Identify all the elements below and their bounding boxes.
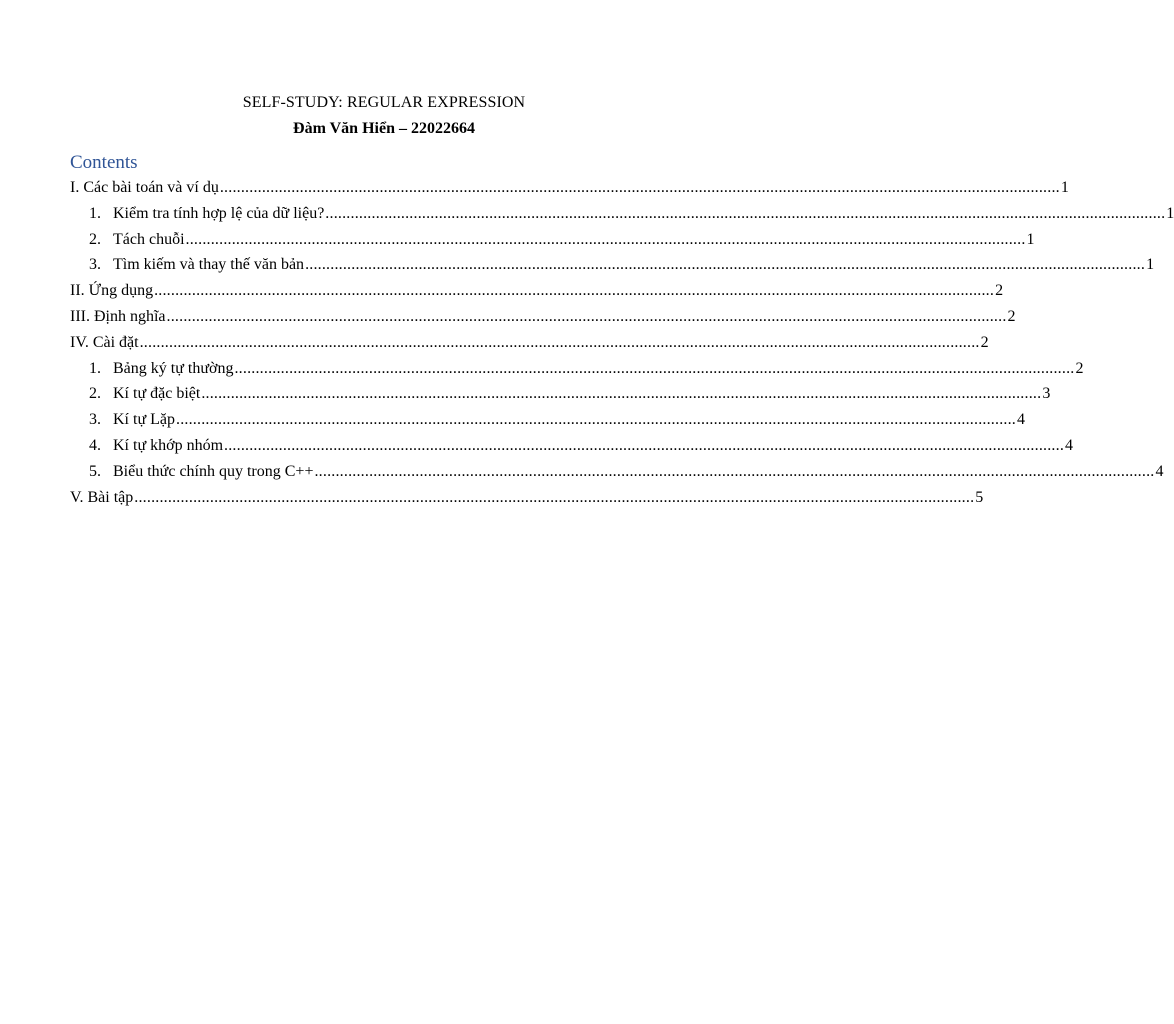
toc-entry-number: 3. bbox=[89, 411, 101, 429]
toc-entry-text: Biểu thức chính quy trong C++ bbox=[113, 462, 314, 480]
toc-entry[interactable] bbox=[70, 252, 1155, 278]
toc-entry-text: Kí tự khớp nhóm bbox=[113, 436, 224, 454]
toc-entry-page: 5 bbox=[975, 488, 984, 506]
table-of-contents bbox=[70, 175, 1174, 510]
toc-entry-number: 2. bbox=[89, 230, 101, 248]
toc-entry[interactable] bbox=[70, 227, 1035, 253]
toc-entry[interactable] bbox=[70, 407, 1025, 433]
toc-entry-text: IV. Cài đặt bbox=[70, 333, 139, 351]
toc-entry-page: 2 bbox=[1007, 307, 1016, 325]
toc-entry-page: 4 bbox=[1017, 411, 1025, 429]
author-line: Đàm Văn Hiển – 22022664 bbox=[293, 120, 475, 137]
toc-leader-dots: ........................................................................................................................................................................................................ bbox=[176, 411, 1016, 429]
toc-entry[interactable] bbox=[70, 330, 989, 356]
toc-entry-page: 4 bbox=[1155, 462, 1164, 480]
toc-entry-number: 5. bbox=[89, 462, 101, 480]
toc-entry-page: 1 bbox=[1166, 204, 1174, 222]
toc-leader-dots: ........................................................................................................................................................................................................ bbox=[185, 230, 1026, 248]
toc-leader-dots: ........................................................................................................................................................................................................ bbox=[166, 307, 1007, 325]
toc-leader-dots: ........................................................................................................................................................................................................ bbox=[139, 333, 980, 351]
toc-entry-page: 2 bbox=[980, 333, 989, 351]
toc-entry[interactable] bbox=[70, 485, 984, 511]
toc-entry[interactable] bbox=[70, 278, 1004, 304]
toc-entry-text: II. Ứng dụng bbox=[70, 282, 154, 300]
toc-entry-page: 1 bbox=[1060, 179, 1069, 196]
toc-leader-dots: ........................................................................................................................................................................................................ bbox=[234, 359, 1075, 377]
toc-entry-page: 1 bbox=[1026, 230, 1035, 248]
toc-entry[interactable] bbox=[70, 356, 1084, 382]
toc-heading: Contents bbox=[70, 152, 138, 173]
toc-leader-dots: ........................................................................................................................................................................................................ bbox=[201, 385, 1042, 403]
toc-leader-dots: ........................................................................................................................................................................................................ bbox=[224, 436, 1065, 454]
toc-entry[interactable] bbox=[70, 201, 1174, 227]
toc-entry-page: 1 bbox=[1146, 256, 1155, 274]
toc-entry-page: 3 bbox=[1042, 385, 1051, 403]
toc-entry-text: Tách chuỗi bbox=[113, 230, 185, 248]
toc-entry-text: III. Định nghĩa bbox=[70, 307, 166, 325]
toc-leader-dots: ........................................................................................................................................................................................................ bbox=[305, 256, 1146, 274]
toc-entry-text: Kí tự Lặp bbox=[113, 411, 175, 429]
toc-entry[interactable] bbox=[70, 175, 1069, 201]
toc-leader-dots: ........................................................................................................................................................................................................ bbox=[134, 488, 975, 506]
document-title: SELF-STUDY: REGULAR EXPRESSION bbox=[242, 94, 526, 111]
toc-entry-text: Bảng ký tự thường bbox=[113, 359, 234, 377]
toc-entry[interactable] bbox=[70, 459, 1164, 485]
toc-entry-page: 2 bbox=[1075, 359, 1084, 377]
toc-entry-page: 2 bbox=[995, 282, 1004, 300]
toc-entry-text: V. Bài tập bbox=[70, 488, 134, 506]
toc-entry-text: I. Các bài toán và ví dụ bbox=[70, 179, 219, 196]
toc-entry[interactable] bbox=[70, 381, 1051, 407]
toc-leader-dots: ........................................................................................................................................................................................................ bbox=[219, 179, 1060, 196]
toc-leader-dots: ........................................................................................................................................................................................................ bbox=[154, 282, 995, 300]
toc-entry-number: 4. bbox=[89, 436, 101, 454]
toc-entry-number: 3. bbox=[89, 256, 101, 274]
toc-entry[interactable] bbox=[70, 433, 1074, 459]
toc-entry-number: 1. bbox=[89, 359, 101, 377]
toc-entry-number: 1. bbox=[89, 204, 101, 222]
toc-entry-number: 2. bbox=[89, 385, 101, 403]
toc-entry-text: Tìm kiếm và thay thế văn bản bbox=[113, 256, 305, 274]
toc-entry[interactable] bbox=[70, 304, 1016, 330]
toc-entry-page: 4 bbox=[1065, 436, 1074, 454]
toc-entry-text: Kí tự đặc biệt bbox=[113, 385, 201, 403]
toc-leader-dots: ........................................................................................................................................................................................................ bbox=[314, 462, 1155, 480]
toc-leader-dots: ........................................................................................................................................................................................................ bbox=[325, 204, 1166, 222]
toc-entry-text: Kiểm tra tính hợp lệ của dữ liệu? bbox=[113, 204, 325, 222]
